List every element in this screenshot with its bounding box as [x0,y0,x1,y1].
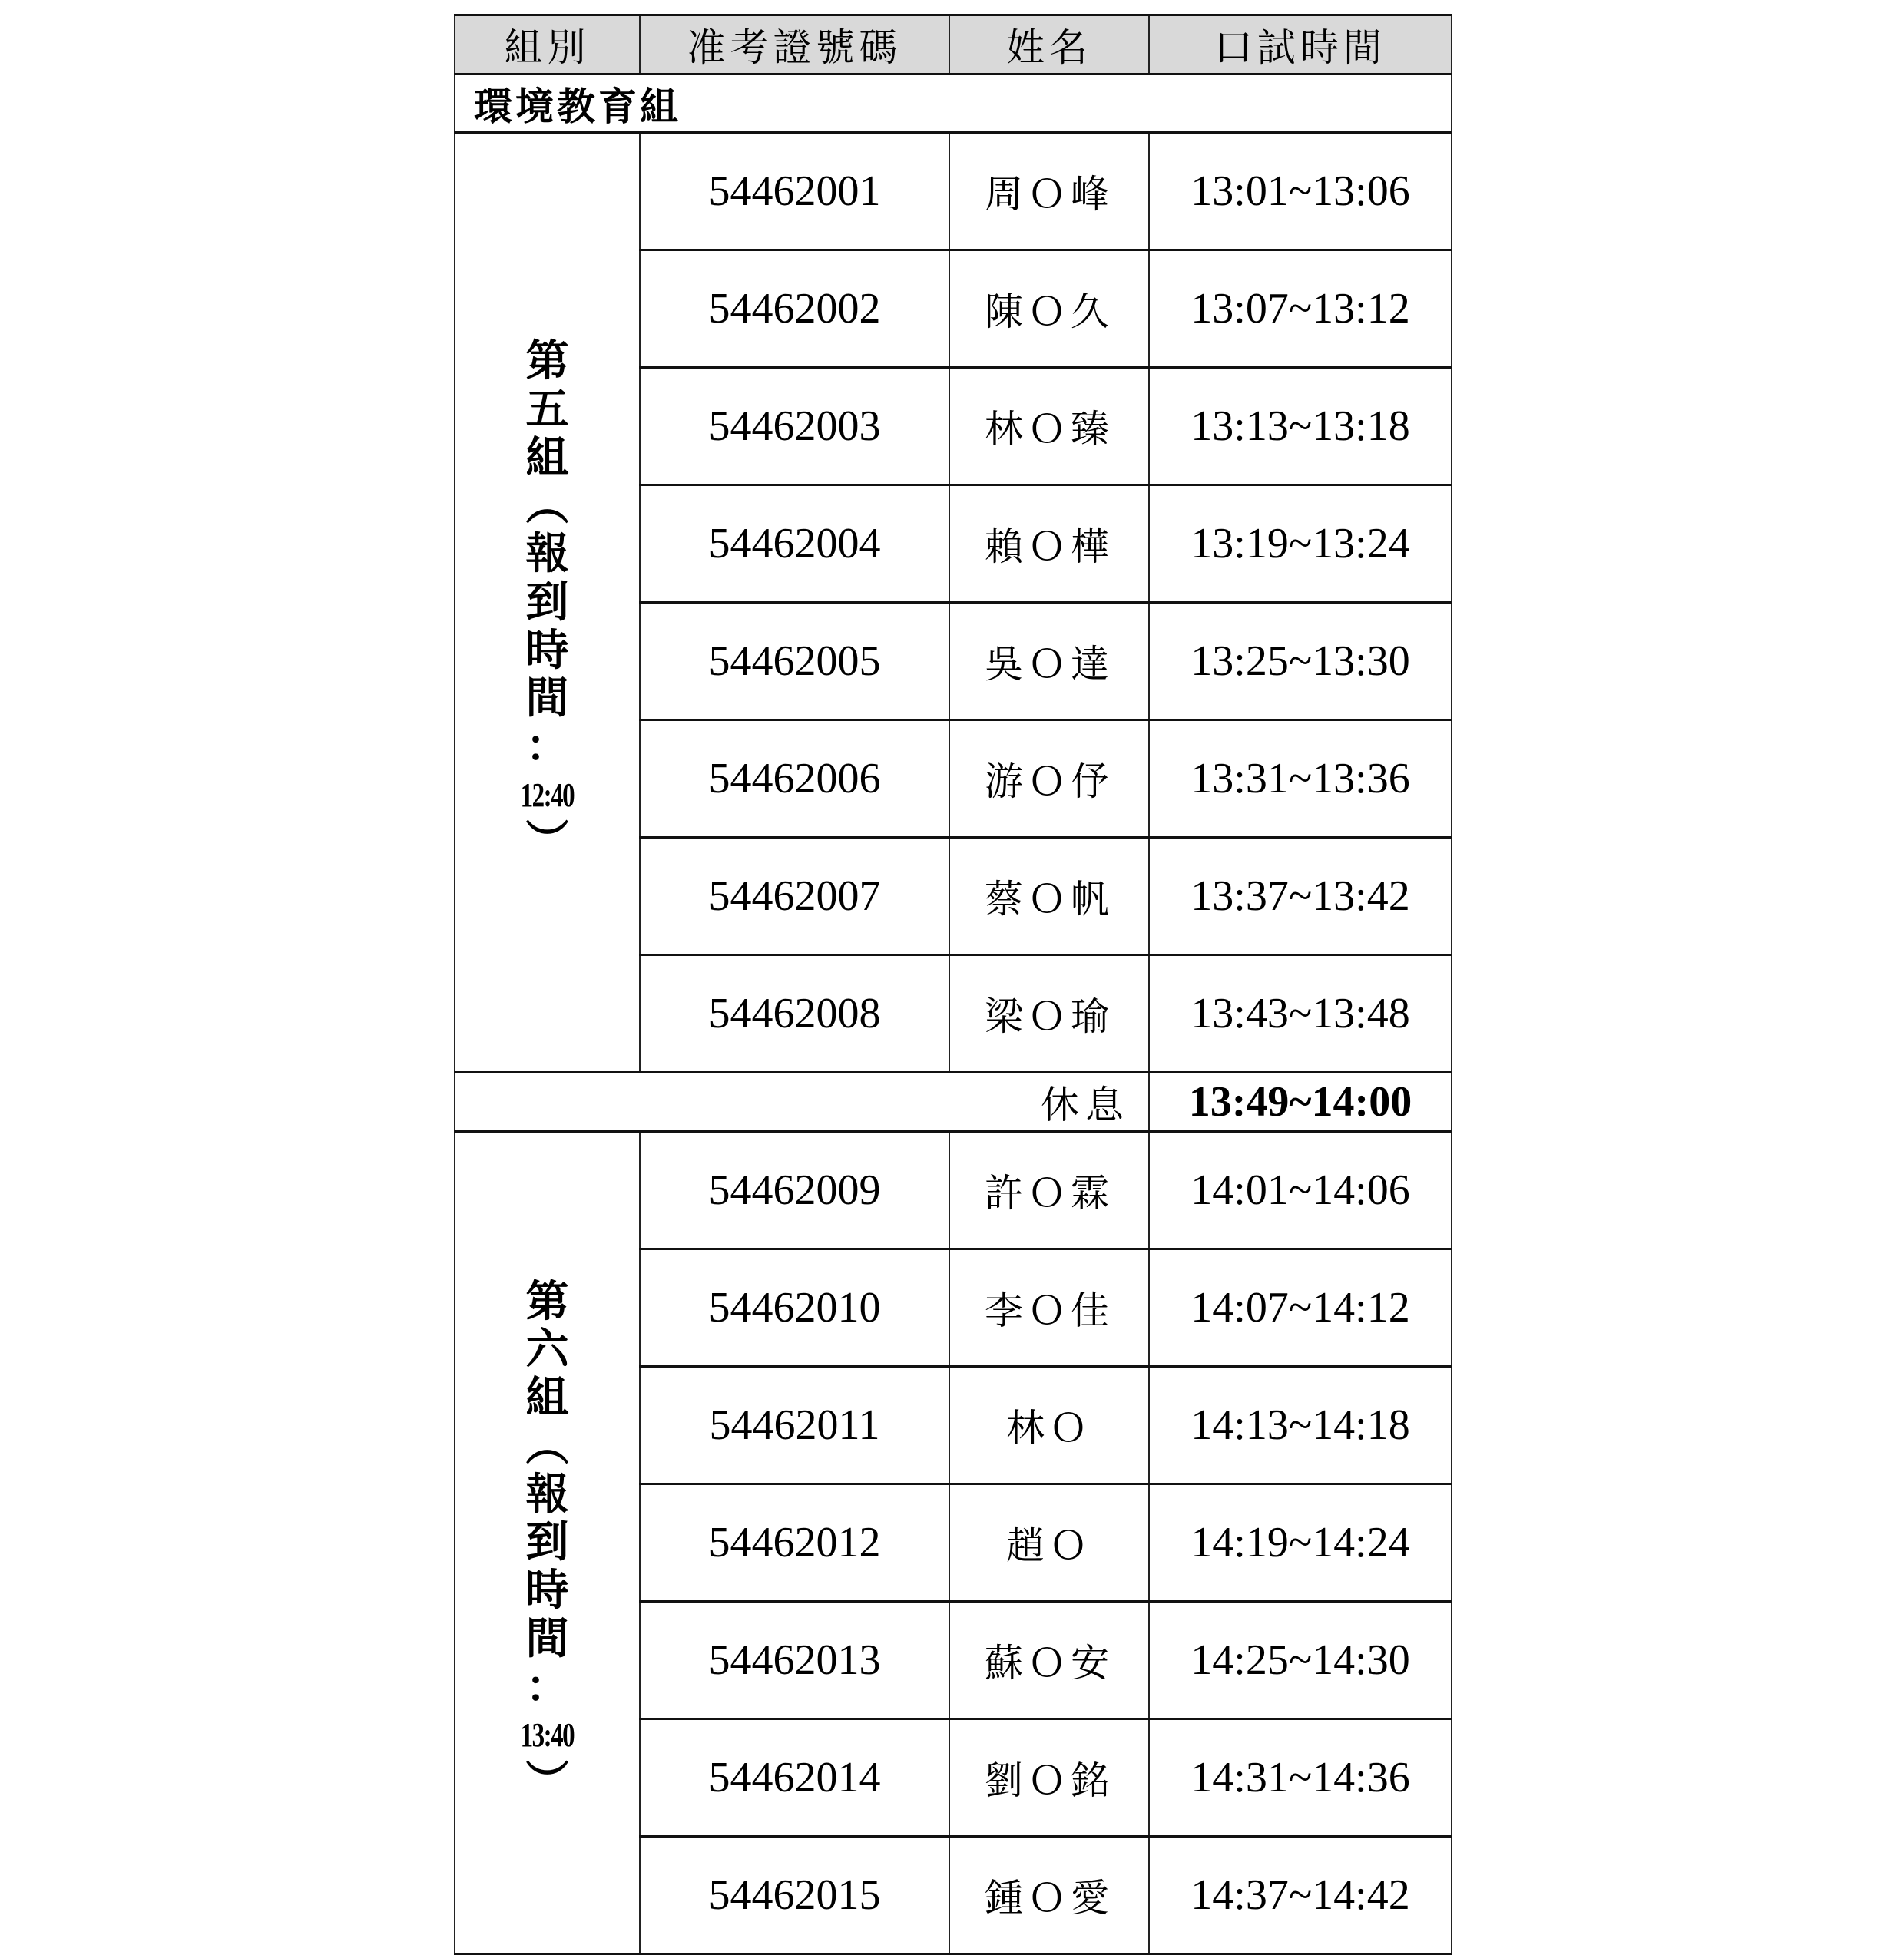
label-char: 到 [525,1519,569,1567]
break-row [455,1073,1452,1132]
exam-time: 14:25~14:30 [1149,1602,1452,1719]
exam-id: 54462015 [640,1837,949,1954]
exam-time: 13:01~13:06 [1149,133,1452,250]
break-label: 休息 [455,1073,1149,1132]
exam-time: 14:31~14:36 [1149,1719,1452,1837]
exam-id: 54462012 [640,1484,949,1602]
exam-id: 54462004 [640,485,949,603]
exam-id: 54462011 [640,1367,949,1484]
candidate-name: 趙Ｏ [949,1484,1149,1602]
label-char: ︶ [525,819,569,866]
candidate-name: 梁Ｏ瑜 [949,955,1149,1073]
exam-id: 54462010 [640,1249,949,1367]
header-time: 口試時間 [1149,15,1452,74]
exam-time: 14:07~14:12 [1149,1249,1452,1367]
exam-id: 54462013 [640,1602,949,1719]
label-char: 時 [525,627,569,675]
candidate-name: 賴Ｏ樺 [949,485,1149,603]
check-in-time: 12:40 [520,776,575,814]
label-char: 時 [525,1567,569,1616]
exam-id: 54462007 [640,838,949,955]
label-char: 第 [525,338,569,386]
group-6-label [455,1132,640,1954]
candidate-name: 蔡Ｏ帆 [949,838,1149,955]
candidate-name: 蘇Ｏ安 [949,1602,1149,1719]
candidate-name: 林Ｏ臻 [949,368,1149,485]
exam-time: 13:43~13:48 [1149,955,1452,1073]
candidate-name: 林Ｏ [949,1367,1149,1484]
section-title: 環境教育組 [455,74,1452,133]
header-exam-id: 准考證號碼 [640,15,949,74]
exam-time: 13:13~13:18 [1149,368,1452,485]
label-char: 第 [525,1278,569,1326]
label-char: 報 [525,531,569,579]
exam-time: 13:07~13:12 [1149,250,1452,368]
candidate-name: 陳Ｏ久 [949,250,1149,368]
group-5-vertical-text [512,338,583,866]
exam-time: 13:25~13:30 [1149,603,1452,720]
exam-time: 13:31~13:36 [1149,720,1452,838]
group-6-vertical-text [512,1279,583,1807]
exam-id: 54462014 [640,1719,949,1837]
label-char: ： [525,723,569,772]
candidate-name: 劉Ｏ銘 [949,1719,1149,1837]
exam-id: 54462009 [640,1132,949,1249]
label-char: 五 [525,385,569,434]
header-row [455,15,1452,74]
label-char: 到 [525,578,569,627]
candidate-name: 游Ｏ伃 [949,720,1149,838]
label-char: 組 [525,1374,569,1423]
candidate-name: 鍾Ｏ愛 [949,1837,1149,1954]
label-char: 間 [525,675,569,723]
exam-id: 54462008 [640,955,949,1073]
exam-id: 54462003 [640,368,949,485]
candidate-name: 李Ｏ佳 [949,1249,1149,1367]
check-in-time: 13:40 [520,1716,575,1755]
label-char: 組 [525,434,569,482]
exam-time: 13:19~13:24 [1149,485,1452,603]
exam-id: 54462006 [640,720,949,838]
label-char: 六 [525,1326,569,1374]
label-char: 間 [525,1615,569,1663]
exam-time: 13:37~13:42 [1149,838,1452,955]
label-char: ︵ [525,1422,569,1470]
table-row [455,133,1452,250]
exam-id: 54462001 [640,133,949,250]
candidate-name: 吳Ｏ達 [949,603,1149,720]
candidate-name: 許Ｏ霖 [949,1132,1149,1249]
section-row [455,74,1452,133]
exam-id: 54462002 [640,250,949,368]
exam-time: 14:19~14:24 [1149,1484,1452,1602]
label-char: ： [525,1663,569,1712]
exam-time: 14:13~14:18 [1149,1367,1452,1484]
header-name: 姓名 [949,15,1149,74]
exam-id: 54462005 [640,603,949,720]
exam-time: 14:37~14:42 [1149,1837,1452,1954]
oral-exam-schedule-table [454,14,1452,1955]
table-row [455,1132,1452,1249]
candidate-name: 周Ｏ峰 [949,133,1149,250]
label-char: ︵ [525,482,569,531]
break-time: 13:49~14:00 [1149,1073,1452,1132]
exam-time: 14:01~14:06 [1149,1132,1452,1249]
label-char: ︶ [525,1758,569,1807]
group-5-label [455,133,640,1073]
header-group: 組別 [455,15,640,74]
label-char: 報 [525,1470,569,1519]
